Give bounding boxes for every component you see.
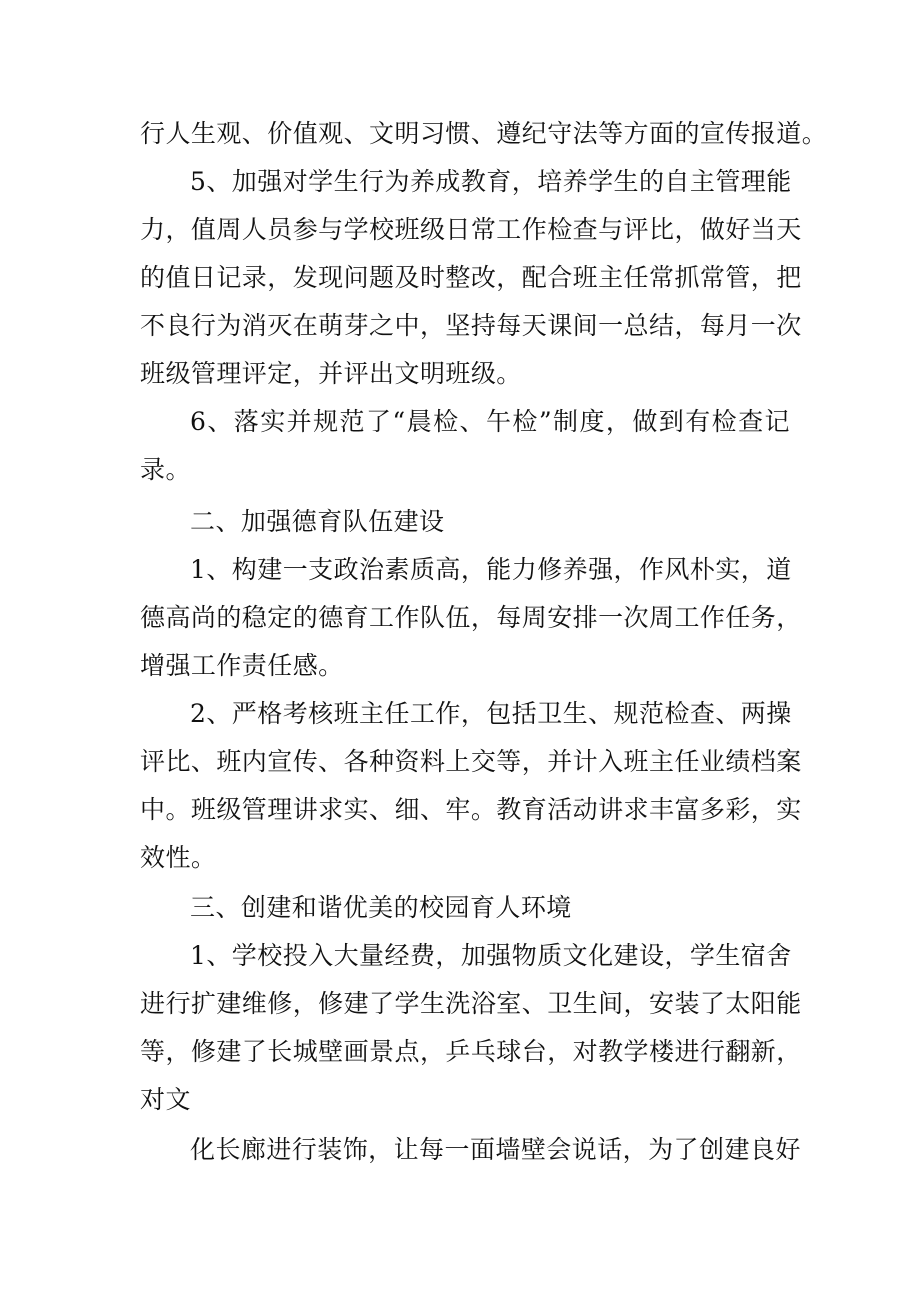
text-line: 6、落实并规范了“晨检、午检”制度，做到有检查记	[190, 407, 790, 436]
text-line: 增强工作责任感。	[140, 651, 344, 680]
text-line: 1、构建一支政治素质高，能力修养强，作风朴实，道	[190, 555, 792, 584]
text-line: 进行扩建维修，修建了学生洗浴室、卫生间，安装了太阳能	[140, 989, 802, 1018]
text-line: 评比、班内宣传、各种资料上交等，并计入班主任业绩档案	[140, 747, 802, 776]
text-line: 等，修建了长城壁画景点，乒乓球台，对教学楼进行翻新，	[140, 1037, 802, 1066]
text-line: 效性。	[140, 843, 217, 872]
section-heading: 三、创建和谐优美的校园育人环境	[190, 893, 572, 922]
text-line: 班级管理评定，并评出文明班级。	[140, 359, 522, 388]
text-line: 中。班级管理讲求实、细、牢。教育活动讲求丰富多彩，实	[140, 795, 802, 824]
text-line: 的值日记录，发现问题及时整改，配合班主任常抓常管，把	[140, 263, 802, 292]
text-line: 行人生观、价值观、文明习惯、遵纪守法等方面的宣传报道。	[140, 119, 828, 148]
text-line: 2、严格考核班主任工作，包括卫生、规范检查、两操	[190, 699, 792, 728]
text-line: 1、学校投入大量经费，加强物质文化建设，学生宿舍	[190, 941, 792, 970]
section-heading: 二、加强德育队伍建设	[190, 507, 445, 536]
text-line: 化长廊进行装饰，让每一面墙壁会说话，为了创建良好	[190, 1135, 801, 1164]
text-line: 力，值周人员参与学校班级日常工作检查与评比，做好当天	[140, 215, 802, 244]
text-line: 不良行为消灭在萌芽之中，坚持每天课间一总结，每月一次	[140, 311, 802, 340]
text-line: 5、加强对学生行为养成教育，培养学生的自主管理能	[190, 167, 792, 196]
text-line: 德高尚的稳定的德育工作队伍，每周安排一次周工作任务，	[140, 603, 802, 632]
text-line: 对文	[140, 1085, 191, 1114]
text-line: 录。	[140, 455, 191, 484]
